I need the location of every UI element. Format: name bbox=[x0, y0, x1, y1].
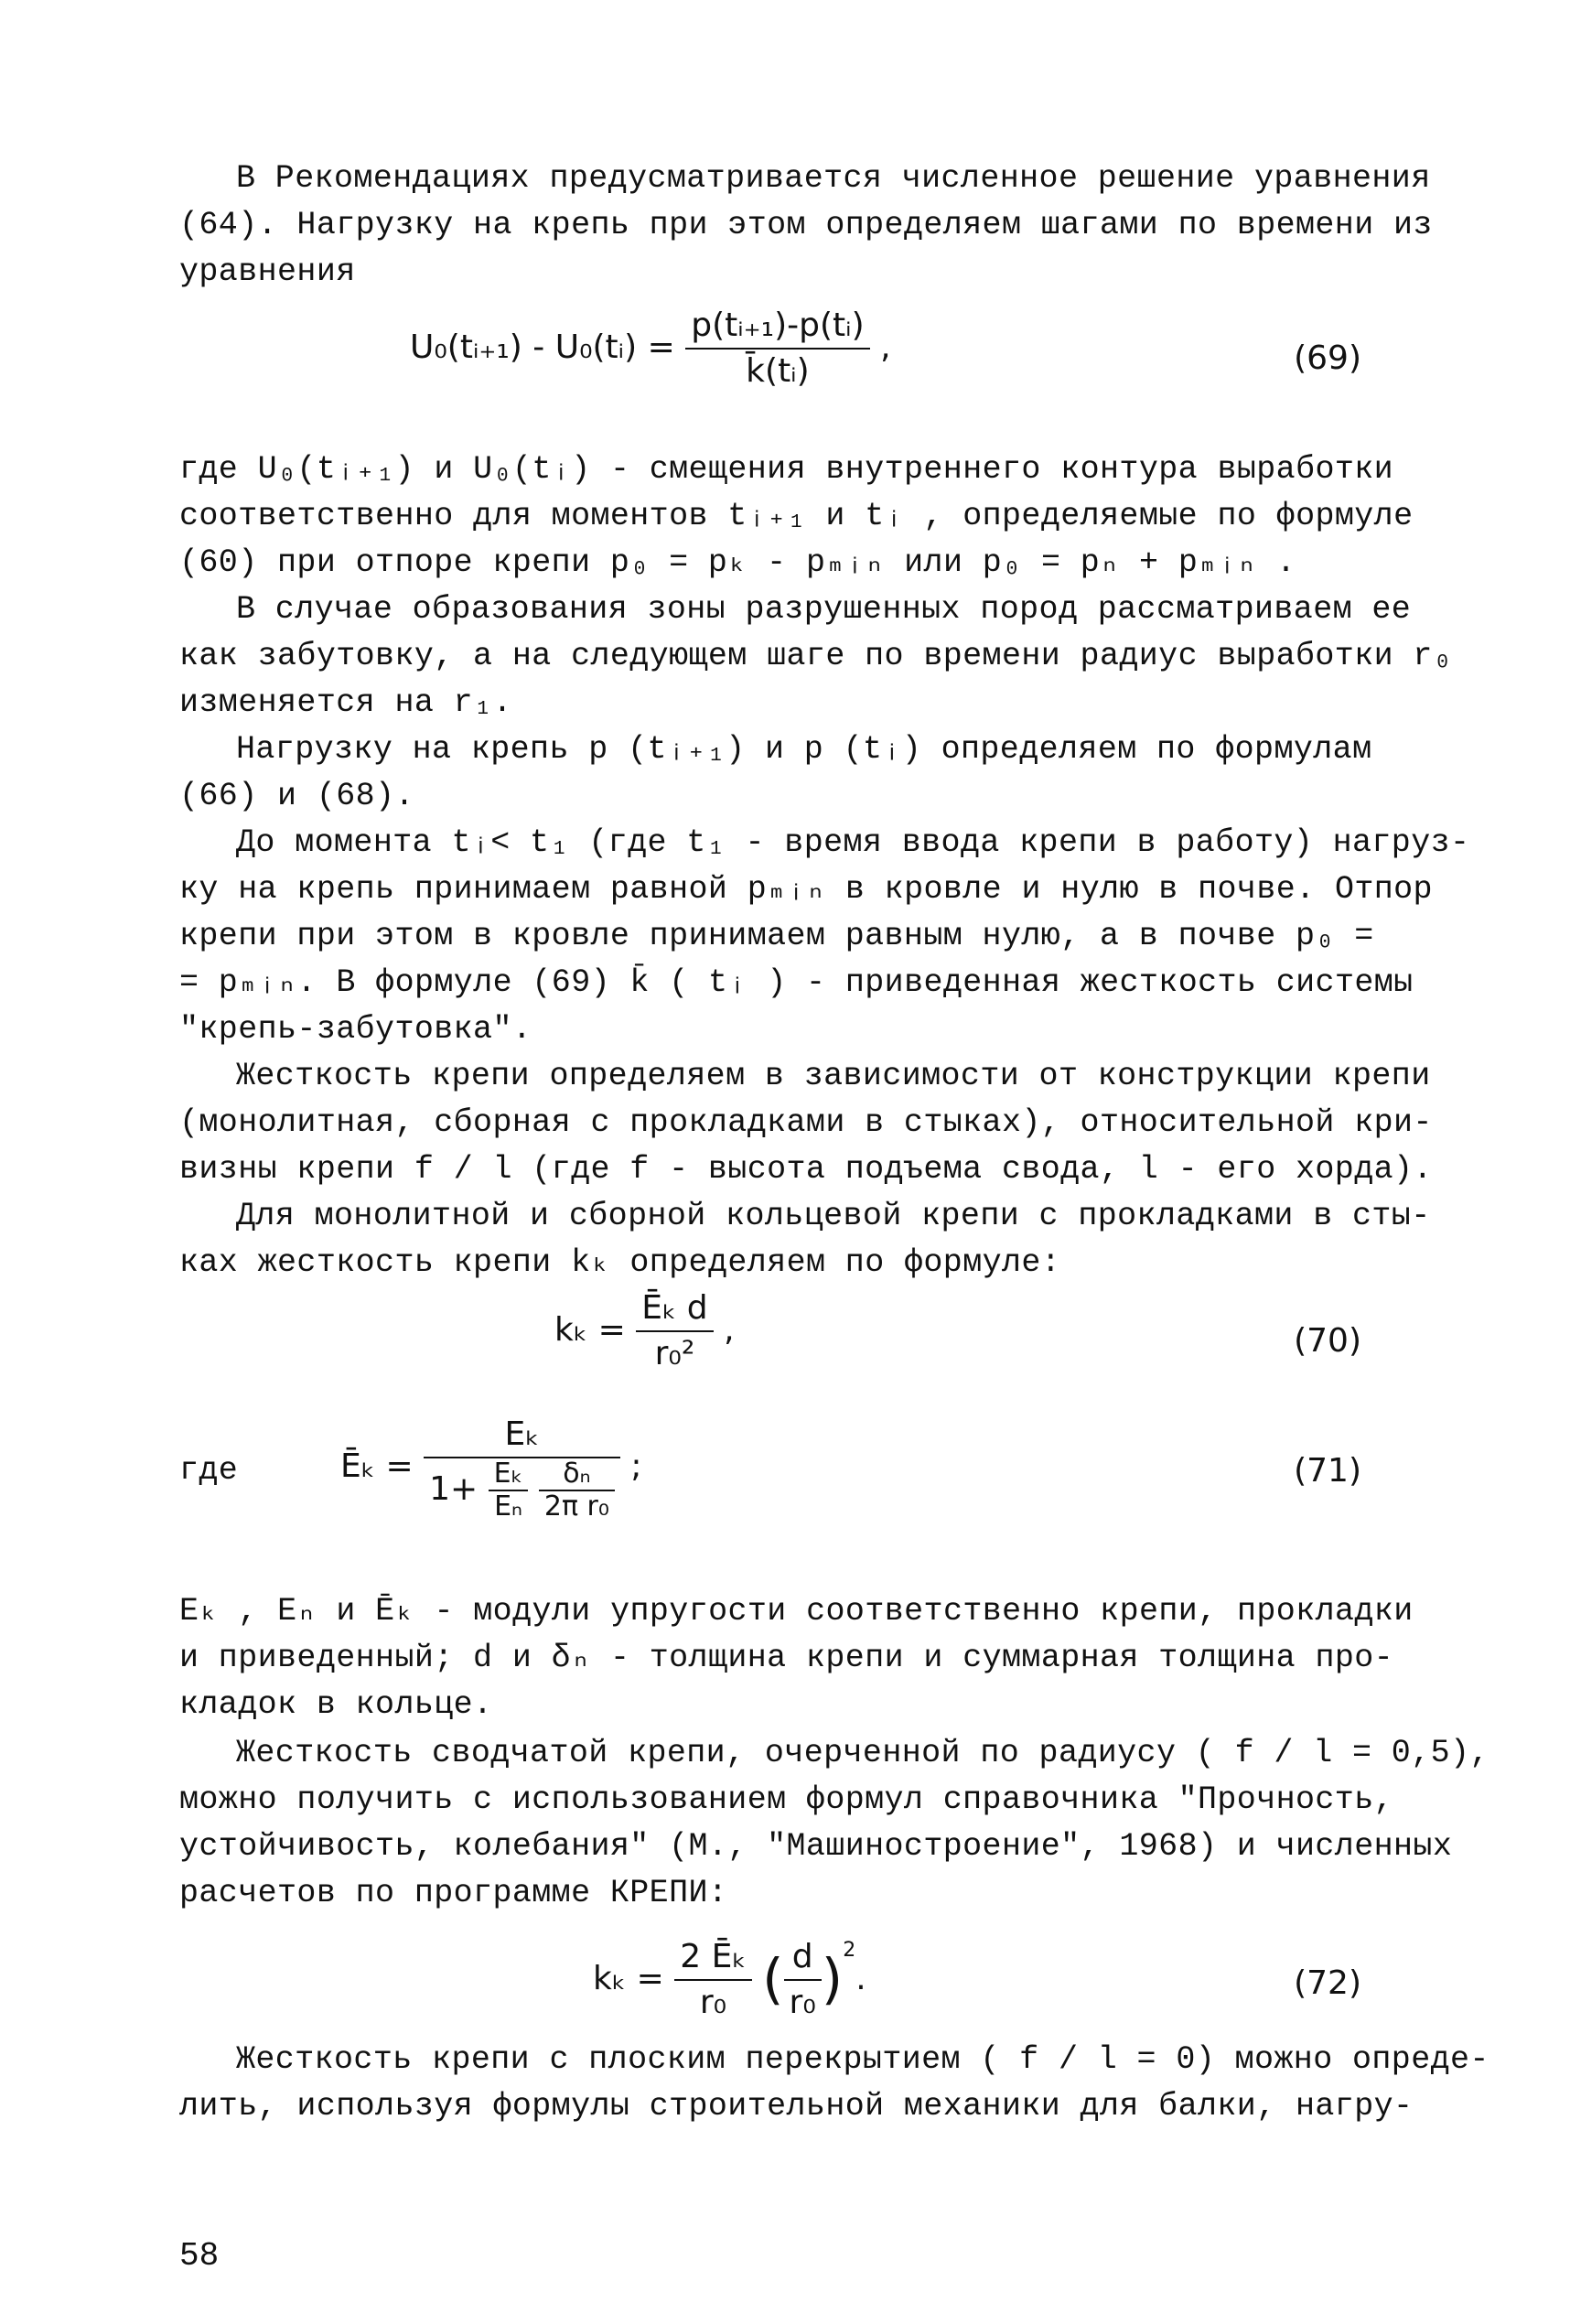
text-line: крепи при этом в кровле принимаем равным нулю, а в почве p₀ = bbox=[179, 918, 1374, 954]
text-line: (64). Нагрузку на крепь при этом определяем шагами по времени из bbox=[179, 207, 1433, 243]
equation-69-lhs: U₀(tᵢ₊₁) - U₀(tᵢ) = bbox=[410, 328, 675, 366]
text-line: ку на крепь принимаем равной pₘᵢₙ в кровле и нулю в почве. Отпор bbox=[179, 871, 1433, 908]
text-line: изменяется на r₁. bbox=[179, 684, 512, 721]
equation-number-69: (69) bbox=[1294, 339, 1361, 377]
equation-72-inner-numerator: d bbox=[784, 1935, 822, 1981]
equation-71-denominator bbox=[424, 1458, 620, 1522]
text-line: где U₀(tᵢ₊₁) и U₀(tᵢ) - смещения внутреннего контура выработки bbox=[179, 451, 1394, 488]
equation-70 bbox=[554, 1286, 735, 1376]
equation-71-lhs: Ēₖ = bbox=[340, 1447, 414, 1485]
equation-70-denominator: r₀² bbox=[654, 1335, 695, 1372]
equation-number-70: (70) bbox=[1294, 1322, 1361, 1360]
equation-69-numerator: p(tᵢ₊₁)-p(tᵢ) bbox=[685, 304, 869, 350]
equation-70-lhs: kₖ = bbox=[554, 1311, 626, 1349]
text-line: устойчивость, колебания" (М., "Машиностроение", 1968) и численных bbox=[179, 1828, 1453, 1865]
text-line: и приведенный; d и δₙ - толщина крепи и суммарная толщина про- bbox=[179, 1640, 1394, 1676]
text-line: = pₘᵢₙ. В формуле (69) k̄ ( tᵢ ) - приведенная жесткость системы bbox=[179, 964, 1414, 1001]
equation-72-numerator: 2 Ēₖ bbox=[674, 1935, 751, 1981]
text-line: (монолитная, сборная с прокладками в стыках), относительной кри- bbox=[179, 1104, 1433, 1141]
text-line: как забутовку, а на следующем шаге по времени радиус выработки r₀ bbox=[179, 638, 1453, 674]
text-line: (66) и (68). bbox=[179, 778, 414, 814]
equation-70-fraction bbox=[636, 1286, 713, 1376]
equation-69-tail: , bbox=[880, 328, 891, 366]
right-paren: ) bbox=[821, 1947, 844, 2012]
equation-69 bbox=[410, 304, 891, 393]
equation-71-inner-fraction-1 bbox=[489, 1458, 529, 1522]
equation-69-fraction bbox=[685, 304, 869, 393]
text-line: Нагрузку на крепь p (tᵢ₊₁) и p (tᵢ) определяем по формулам bbox=[236, 731, 1372, 768]
text-line: В Рекомендациях предусматривается численное решение уравнения bbox=[236, 160, 1431, 197]
text-line: Жесткость сводчатой крепи, очерченной по радиусу ( f / l = 0,5), bbox=[236, 1735, 1489, 1771]
text-line: Жесткость крепи с плоским перекрытием ( f / l = 0) можно опреде- bbox=[236, 2041, 1489, 2078]
equation-72-inner-denominator: r₀ bbox=[789, 1984, 816, 2021]
equation-71-fraction bbox=[424, 1413, 620, 1522]
text-line: визны крепи f / l (где f - высота подъема свода, l - его хорда). bbox=[179, 1151, 1433, 1188]
equation-71 bbox=[340, 1413, 642, 1522]
text-line: лить, используя формулы строительной механики для балки, нагру- bbox=[179, 2088, 1414, 2125]
text-line: (60) при отпоре крепи p₀ = pₖ - pₘᵢₙ или p₀ = pₙ + pₘᵢₙ . bbox=[179, 544, 1296, 581]
equation-72 bbox=[593, 1927, 866, 2025]
equation-number-72: (72) bbox=[1294, 1964, 1361, 2002]
equation-70-tail: , bbox=[724, 1311, 735, 1349]
equation-71-den-prefix: 1+ bbox=[429, 1470, 479, 1508]
equation-72-exponent: 2 bbox=[843, 1939, 856, 1962]
equation-69-denominator: k̄(tᵢ) bbox=[746, 352, 810, 390]
equation-70-numerator: Ēₖ d bbox=[636, 1286, 713, 1332]
text-line: можно получить с использованием формул справочника "Прочность, bbox=[179, 1781, 1394, 1818]
equation-71-inner-2-num: δₙ bbox=[539, 1458, 615, 1491]
page-number: 58 bbox=[179, 2237, 220, 2275]
text-line: "крепь-забутовка". bbox=[179, 1011, 532, 1048]
equation-71-inner-1-den: Eₙ bbox=[494, 1490, 522, 1522]
equation-72-lhs: kₖ = bbox=[593, 1960, 664, 1997]
text-line: кладок в кольце. bbox=[179, 1686, 493, 1723]
text-line: ках жесткость крепи kₖ определяем по формуле: bbox=[179, 1244, 1061, 1281]
where-label: где bbox=[179, 1452, 239, 1489]
equation-71-inner-fraction-2 bbox=[539, 1458, 615, 1522]
equation-72-tail: . bbox=[855, 1960, 866, 1997]
text-line: уравнения bbox=[179, 253, 356, 290]
equation-71-inner-2-den: 2π r₀ bbox=[543, 1490, 609, 1522]
text-line: Eₖ , Eₙ и Ēₖ - модули упругости соответственно крепи, прокладки bbox=[179, 1593, 1414, 1630]
text-line: Для монолитной и сборной кольцевой крепи с прокладками в сты- bbox=[236, 1198, 1431, 1234]
text-line: До момента tᵢ< t₁ (где t₁ - время ввода крепи в работу) нагруз- bbox=[236, 824, 1470, 861]
equation-71-inner-1-num: Eₖ bbox=[489, 1458, 529, 1491]
equation-71-tail: ; bbox=[630, 1447, 642, 1485]
equation-72-fraction bbox=[674, 1935, 751, 2025]
text-line: соответственно для моментов tᵢ₊₁ и tᵢ , определяемые по формуле bbox=[179, 498, 1414, 534]
equation-71-numerator: Eₖ bbox=[424, 1413, 620, 1458]
text-line: расчетов по программе КРЕПИ: bbox=[179, 1875, 728, 1911]
text-line: В случае образования зоны разрушенных пород рассматриваем ее bbox=[236, 591, 1412, 628]
equation-72-inner-fraction bbox=[784, 1935, 822, 2025]
equation-number-71: (71) bbox=[1294, 1452, 1361, 1490]
left-paren: ( bbox=[762, 1947, 784, 2012]
equation-72-denominator: r₀ bbox=[699, 1984, 727, 2021]
text-line: Жесткость крепи определяем в зависимости от конструкции крепи bbox=[236, 1058, 1431, 1094]
